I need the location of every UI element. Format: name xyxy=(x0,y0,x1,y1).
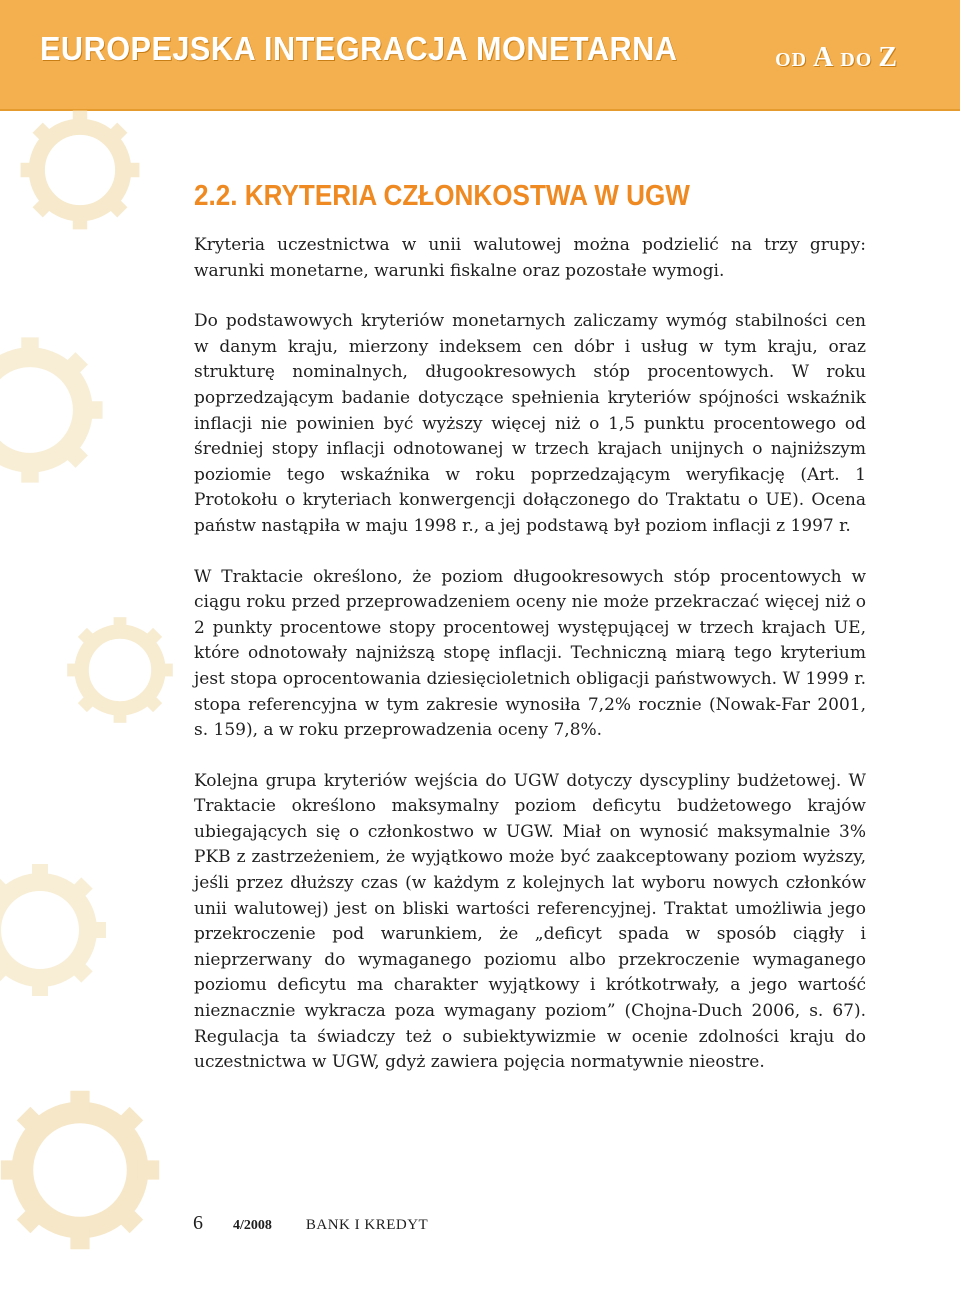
gears-decoration xyxy=(0,110,190,1293)
gear-icon xyxy=(0,337,103,482)
journal-name: BANK I KREDYT xyxy=(305,1217,429,1233)
gear-icon xyxy=(21,111,140,230)
gear-icon xyxy=(1,1091,159,1249)
paragraph: Kolejna grupa kryteriów wejścia do UGW dotyczy dyscypliny budżetowej. W Traktacie określono maksymalny poziom deficytu budżetowego krajów ubiegających się o członkostwo w UGW. Miał on wynosić maksymalnie 3% PKB z zastrzeżeniem, że wyjątkowo może być zaakceptowany poziom wyższy, jeśli przez dłuższy czas (w każdym z kolejnych lat wyboru nowych członków unii walutowej) jest on bliski wartości referencyjnej. Traktat umożliwia jego przekroczenie pod warunkiem, że „deficyt spada w sposób ciągły i nieprzerwany do wymaganego poziomu albo przekroczenie wymaganego poziomu deficytu ma charakter wyjątkowy i krótkotrwały, a jego wartość nieznacznie wykracza poza wymagany poziom” (Chojna-Duch 2006, s. 67). Regulacja ta świadczy też o subiektywizmie w ocenie zdolności kraju do uczestnictwa w UGW, gdyż zawiera pojęcia normatywnie nieostre. xyxy=(194,770,866,1073)
gear-icon xyxy=(67,617,173,723)
section-title: 2.2. KRYTERIA CZŁONKOSTWA W UGW xyxy=(194,180,690,212)
header-title: EUROPEJSKA INTEGRACJA MONETARNA xyxy=(40,30,678,67)
paragraph: Do podstawowych kryteriów monetarnych zaliczamy wymóg stabilności cen w danym kraju, mierzony indeksem cen dóbr i usług w tym kraju, oraz strukturę nominalnych, długookresowych stóp procentowych. W roku poprzedzającym badanie dotyczące spełnienia kryteriów spójności wskaźnik inflacji nie powinien być wyższy więcej niż o 1,5 punktu procentowego od średniej stopy inflacji odnotowanej w trzech krajach unijnych o najniższym poziomie tego wskaźnika w roku poprzedzającym weryfikację (Art. 1 Protokołu o kryteriach konwergencji dołączonego do Traktatu o UE). Ocena państw nastąpiła w maju 1998 r., a jej podstawą był poziom inflacji z 1997 r. xyxy=(194,311,866,536)
header-tag-z: Z xyxy=(878,42,898,73)
paragraph: W Traktacie określono, że poziom długookresowych stóp procentowych w ciągu roku przed przeprowadzeniem oceny nie może przekraczać więcej niż o 2 punkty procentowe stopy procentowej występującej w trzech krajach UE, które odnotowały najniższą stopę inflacji. Techniczną miarą tego kryterium jest stopa oprocentowania dziesięcioletnich obligacji państwowych. W 1999 r. stopa referencyjna w tym zakresie wynosiła 7,2% rocznie (Nowak-Far 2001, s. 159), a w roku przeprowadzenia oceny 7,8%. xyxy=(194,566,866,741)
header-tag xyxy=(775,42,898,74)
page-number: 6 xyxy=(193,1212,203,1234)
issue-number: 4/2008 xyxy=(233,1218,272,1233)
gear-icon xyxy=(0,864,106,996)
page-footer xyxy=(193,1212,428,1235)
header-band xyxy=(0,0,960,111)
header-tag-a: A xyxy=(813,42,835,73)
paragraph: Kryteria uczestnictwa w unii walutowej można podzielić na trzy grupy: warunki monetarne, warunki fiskalne oraz pozostałe wymogi. xyxy=(194,235,866,281)
article-body xyxy=(194,233,866,1076)
header-tag-do: DO xyxy=(840,49,873,71)
header-tag-od: OD xyxy=(775,49,808,71)
